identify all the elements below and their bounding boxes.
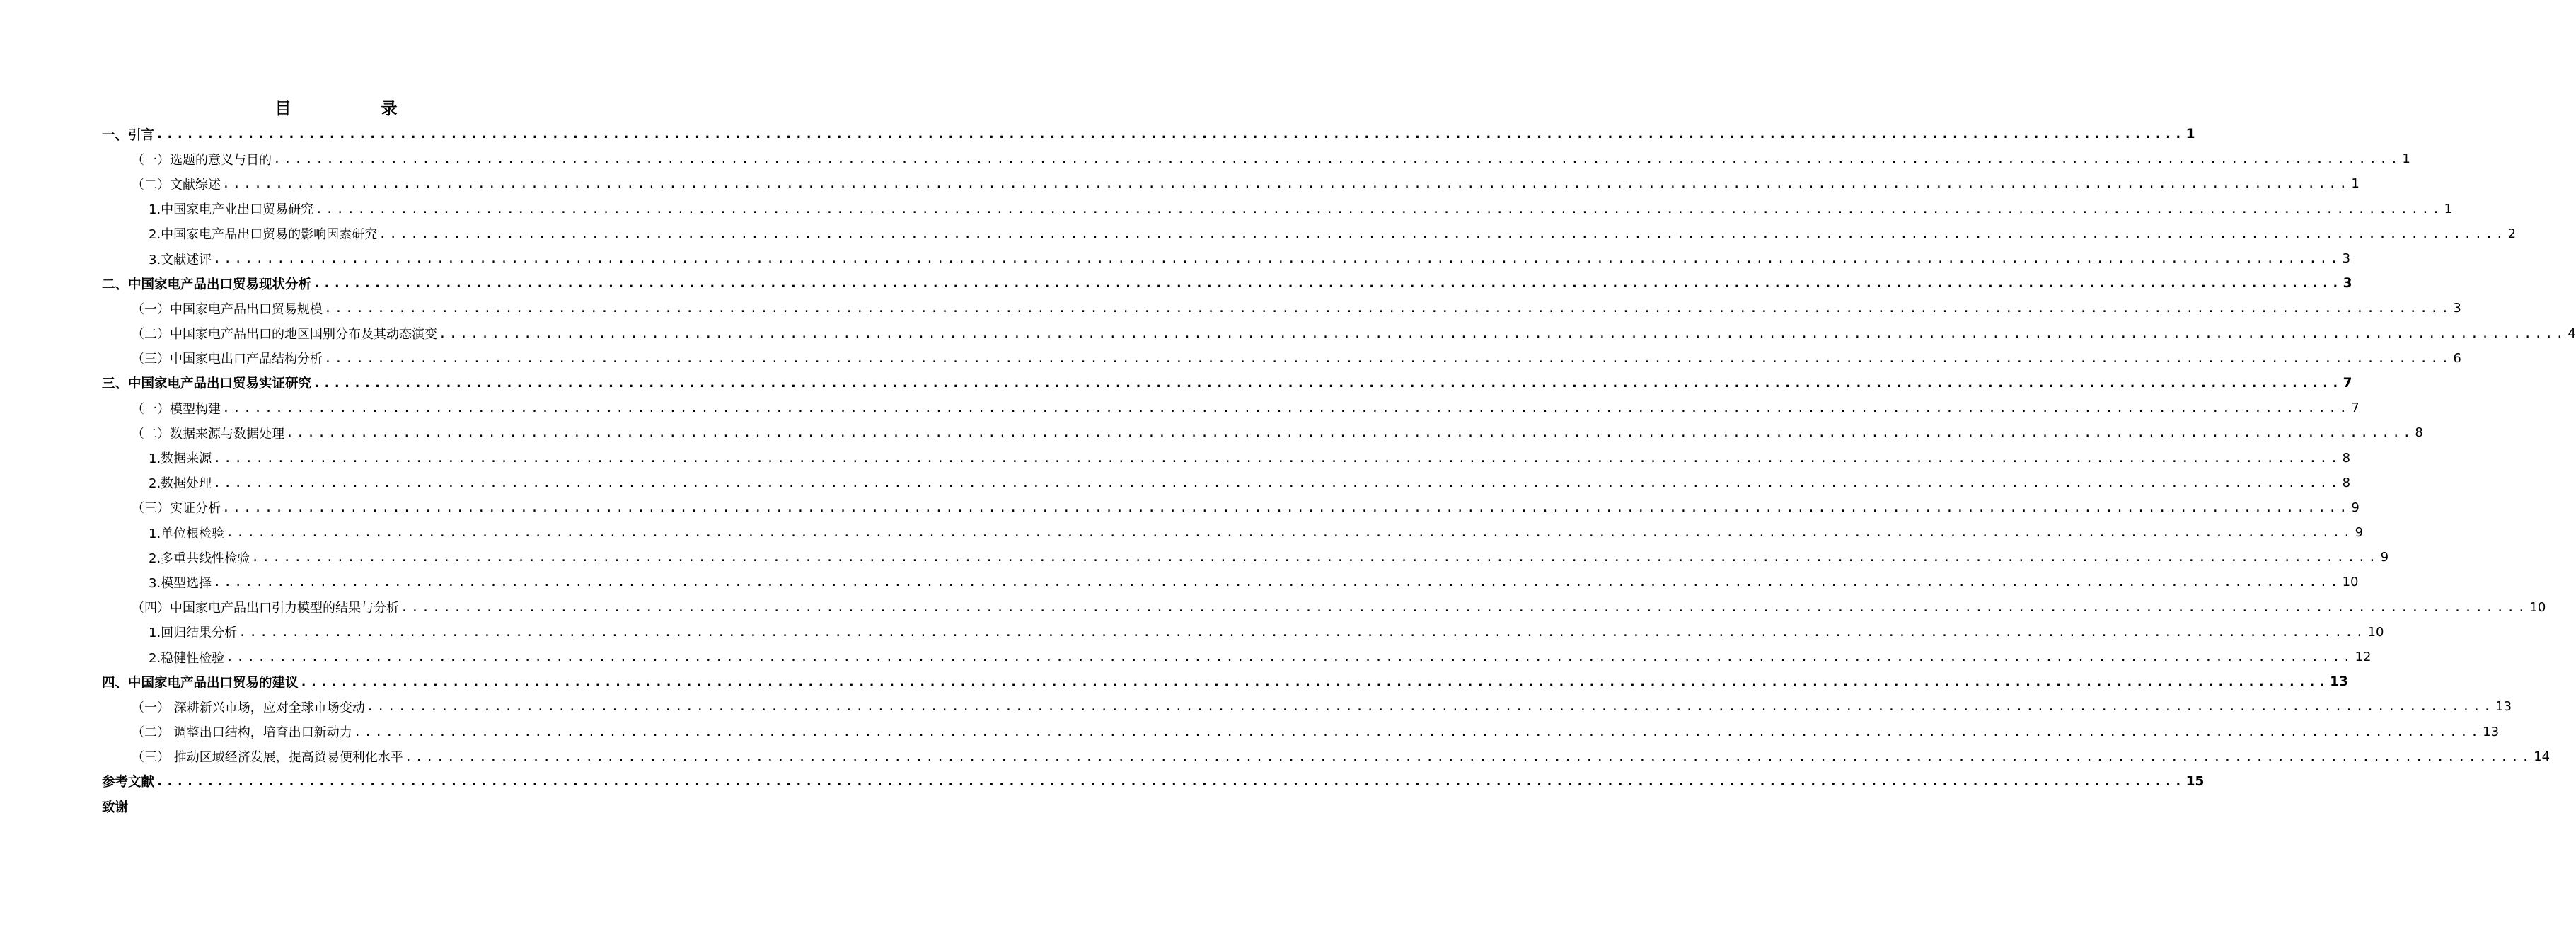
toc-entry-page-number: 8	[2415, 425, 2423, 441]
toc-entry-page-number: 9	[2380, 550, 2389, 565]
toc-entry-label: （三） 推动区域经济发展，提高贸易便利化水平	[132, 750, 403, 766]
toc-entry-page-number: 10	[2367, 624, 2384, 640]
toc-entry-level-2[interactable]	[0, 720, 2500, 744]
toc-leader-dots: ........................................................................................................................................................................................................	[213, 575, 2341, 590]
toc-leader-dots: ........................................................................................................................................................................................................	[439, 325, 2567, 341]
toc-entry-level-2[interactable]	[0, 495, 2360, 520]
toc-entry-page-number: 13	[2495, 699, 2512, 715]
toc-entry-label: （二）数据来源与数据处理	[132, 426, 284, 442]
toc-entry-level-2[interactable]	[0, 146, 2410, 171]
toc-leader-dots: ........................................................................................................................................................................................................	[324, 301, 2452, 316]
toc-entry-label: 四、中国家电产品出口贸易的建议	[102, 675, 299, 691]
toc-entry-page-number: 9	[2351, 500, 2360, 515]
toc-entry-page-number: 13	[2330, 674, 2348, 690]
toc-entry-page-number: 8	[2342, 450, 2351, 466]
toc-leader-dots: ........................................................................................................................................................................................................	[313, 276, 2342, 292]
toc-entry-page-number: 9	[2355, 525, 2364, 541]
toc-entry-page-number: 6	[2453, 350, 2461, 366]
toc-entry-level-1[interactable]	[0, 669, 2348, 694]
toc-title: 目 录	[275, 100, 434, 118]
toc-entry-level-3[interactable]	[0, 246, 2351, 271]
toc-entry-label: （三）实证分析	[132, 501, 221, 517]
toc-entry-label: 1.回归结果分析	[149, 626, 238, 641]
toc-leader-dots: ........................................................................................................................................................................................................	[226, 525, 2354, 541]
toc-leader-dots: ........................................................................................................................................................................................................	[273, 151, 2401, 167]
toc-entry-label: 1.中国家电产业出口贸易研究	[149, 202, 314, 218]
toc-entry-label: （一） 深耕新兴市场，应对全球市场变动	[132, 700, 365, 715]
toc-list	[0, 122, 2576, 819]
toc-entry-label: 1.单位根检验	[149, 526, 225, 541]
toc-entry-level-2[interactable]	[0, 296, 2461, 321]
toc-leader-dots: ........................................................................................................................................................................................................	[366, 699, 2495, 715]
toc-entry-level-2[interactable]	[0, 744, 2551, 769]
toc-leader-dots: ........................................................................................................................................................................................................	[222, 400, 2350, 416]
toc-entry-level-3[interactable]	[0, 570, 2359, 594]
toc-leader-dots: ........................................................................................................................................................................................................	[299, 674, 2329, 690]
toc-entry-label: （二） 调整出口结构，培育出口新动力	[132, 725, 352, 741]
toc-leader-dots: ........................................................................................................................................................................................................	[222, 176, 2350, 192]
toc-entry-level-3[interactable]	[0, 545, 2389, 570]
toc-entry-label: 3.模型选择	[149, 575, 212, 591]
toc-entry-label: 3.文献述评	[149, 252, 212, 267]
toc-entry-page-number: 3	[2342, 251, 2351, 267]
toc-leader-dots: ........................................................................................................................................................................................................	[324, 350, 2452, 366]
toc-entry-page-number: 7	[2351, 400, 2360, 416]
toc-entry-level-3[interactable]	[0, 471, 2351, 495]
toc-entry-level-2[interactable]	[0, 595, 2546, 620]
toc-entry-page-number: 3	[2343, 276, 2352, 292]
toc-entry-level-3[interactable]	[0, 520, 2364, 545]
toc-leader-dots: ........................................................................................................................................................................................................	[286, 425, 2414, 441]
toc-entry-page-number: 14	[2534, 749, 2551, 764]
toc-leader-dots: ........................................................................................................................................................................................................	[213, 450, 2341, 466]
toc-entry-label: 1.数据来源	[149, 451, 212, 467]
toc-entry-label: 2.数据处理	[149, 476, 212, 492]
toc-entry-level-2[interactable]	[0, 321, 2576, 346]
toc-entry-page-number: 10	[2529, 599, 2546, 615]
toc-entry-level-2[interactable]	[0, 171, 2360, 196]
toc-leader-dots: ........................................................................................................................................................................................................	[353, 724, 2482, 739]
toc-entry-level-3[interactable]	[0, 197, 2453, 221]
toc-entry-label: （四）中国家电产品出口引力模型的结果与分析	[132, 601, 399, 616]
toc-entry-level-2[interactable]	[0, 396, 2360, 420]
toc-entry-page-number: 15	[2185, 773, 2205, 789]
toc-entry-page-number: 7	[2343, 375, 2352, 391]
toc-entry-label: 三、中国家电产品出口贸易实证研究	[102, 376, 312, 392]
toc-leader-dots: ........................................................................................................................................................................................................	[251, 550, 2379, 565]
toc-entry-page-number: 3	[2453, 301, 2461, 316]
toc-entry-page-number: 10	[2342, 575, 2359, 590]
toc-leader-dots: ........................................................................................................................................................................................................	[226, 650, 2354, 665]
toc-entry-label: （三）中国家电出口产品结构分析	[132, 352, 323, 367]
toc-leader-dots: ........................................................................................................................................................................................................	[379, 226, 2507, 241]
toc-leader-dots: ........................................................................................................................................................................................................	[222, 500, 2350, 515]
toc-entry-page-number: 12	[2355, 650, 2372, 665]
toc-entry-page-number: 1	[2444, 201, 2453, 217]
toc-entry-page-number: 1	[2185, 127, 2195, 142]
toc-entry-page-number: 2	[2507, 226, 2517, 241]
toc-entry-label: 致谢	[102, 800, 129, 815]
toc-entry-page-number: 8	[2342, 475, 2351, 490]
toc-leader-dots: ........................................................................................................................................................................................................	[404, 749, 2533, 764]
toc-entry-page-number: 4	[2568, 325, 2576, 341]
toc-entry-level-2[interactable]	[0, 694, 2512, 719]
toc-entry-page-number: 13	[2483, 724, 2500, 739]
toc-entry-label: 2.中国家电产品出口贸易的影响因素研究	[149, 227, 378, 243]
toc-entry-level-3[interactable]	[0, 445, 2351, 470]
toc-leader-dots: ........................................................................................................................................................................................................	[156, 127, 2185, 142]
toc-entry-level-3[interactable]	[0, 620, 2384, 645]
toc-entry-label: 二、中国家电产品出口贸易现状分析	[102, 277, 312, 292]
toc-leader-dots: ........................................................................................................................................................................................................	[238, 624, 2367, 640]
toc-entry-label: （二）文献综述	[132, 177, 221, 192]
toc-entry-label: （一）模型构建	[132, 401, 221, 417]
toc-entry-level-2[interactable]	[0, 420, 2423, 445]
toc-entry-label: 参考文献	[102, 775, 155, 790]
toc-entry-page-number: 1	[2402, 151, 2410, 167]
toc-entry-label: 2.多重共线性检验	[149, 551, 250, 566]
toc-entry-label: （一）中国家电产品出口贸易规模	[132, 301, 323, 317]
toc-entry-level-1[interactable]	[0, 794, 672, 819]
toc-leader-dots: ........................................................................................................................................................................................................	[315, 201, 2443, 217]
toc-leader-dots: ........................................................................................................................................................................................................	[213, 475, 2341, 490]
toc-leader-dots: ........................................................................................................................................................................................................	[213, 251, 2341, 267]
toc-entry-label: 2.稳健性检验	[149, 650, 225, 666]
toc-entry-level-1[interactable]	[0, 271, 2352, 296]
toc-entry-label: （一）选题的意义与目的	[132, 152, 272, 168]
toc-entry-level-3[interactable]	[0, 221, 2517, 246]
toc-entry-level-1[interactable]	[0, 371, 2352, 396]
toc-entry-label: 一、引言	[102, 127, 155, 143]
toc-entry-level-2[interactable]	[0, 346, 2461, 371]
toc-entry-page-number: 1	[2351, 176, 2360, 192]
toc-leader-dots: ........................................................................................................................................................................................................	[400, 599, 2529, 615]
toc-leader-dots: ........................................................................................................................................................................................................	[156, 773, 2185, 789]
toc-leader-dots: ........................................................................................................................................................................................................	[313, 375, 2342, 391]
toc-entry-label: （二）中国家电产品出口的地区国别分布及其动态演变	[132, 327, 437, 342]
toc-entry-level-3[interactable]	[0, 645, 2372, 669]
toc-entry-level-1[interactable]	[0, 122, 2195, 146]
toc-entry-level-1[interactable]	[0, 769, 2205, 794]
